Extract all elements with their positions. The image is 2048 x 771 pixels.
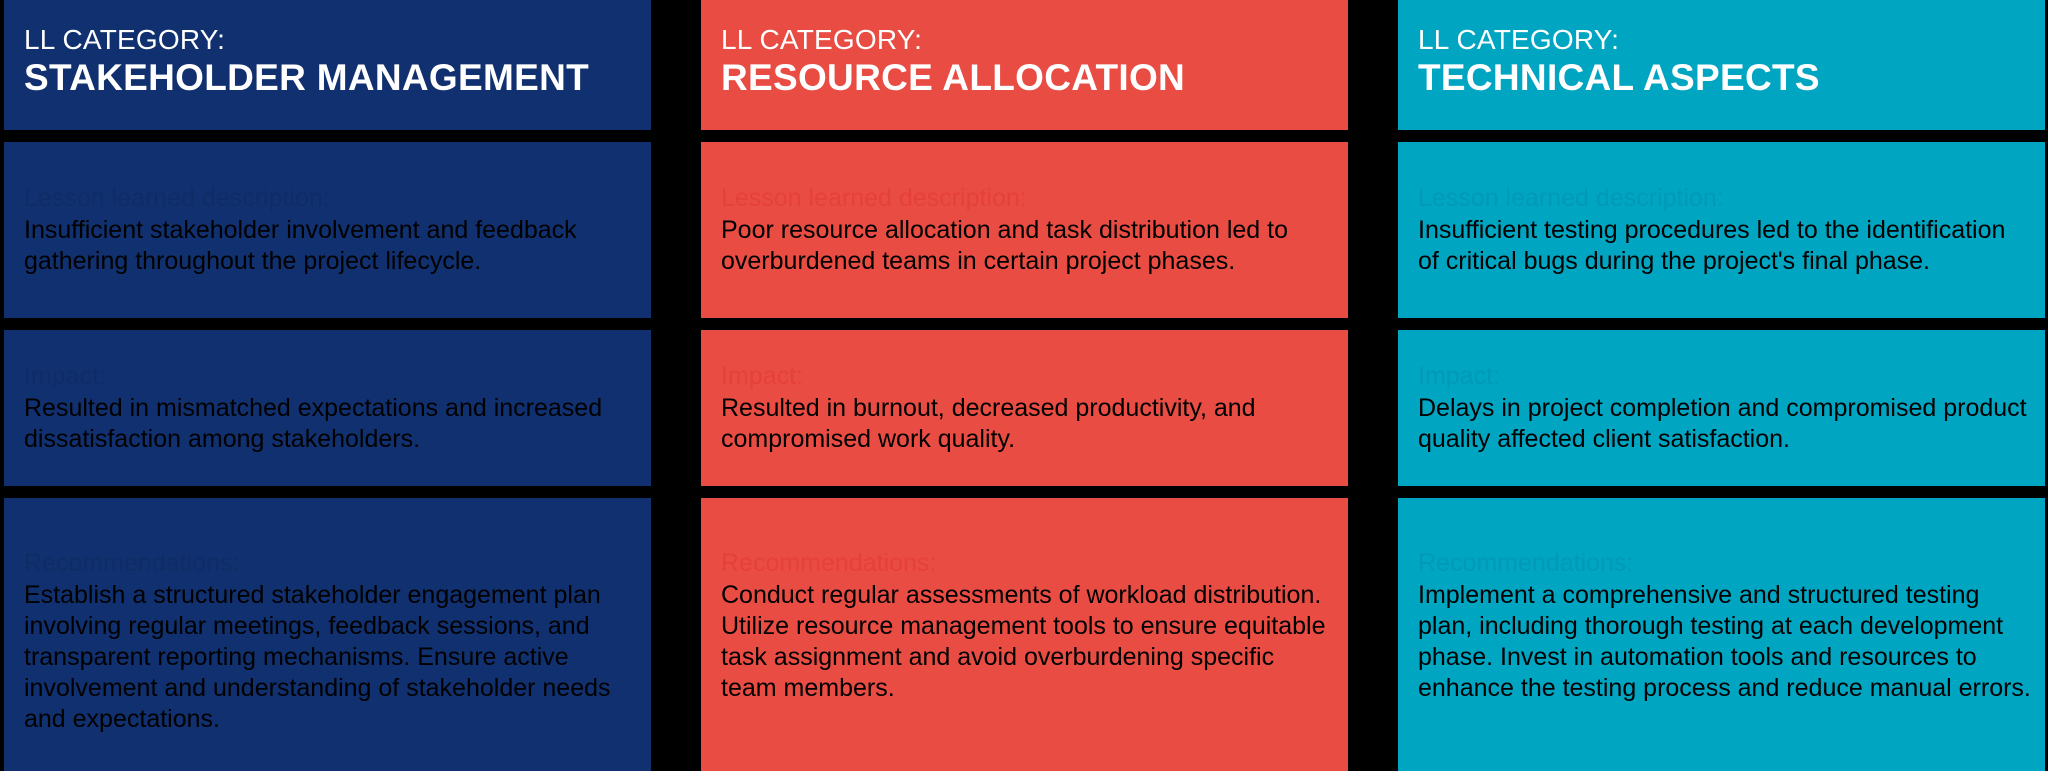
section-label: Lesson learned description: — [721, 184, 1027, 212]
category-column-stakeholder-management — [4, 0, 651, 771]
section-label: Lesson learned description: — [24, 184, 330, 212]
lesson-description-cell — [4, 142, 651, 318]
impact-cell — [701, 330, 1348, 486]
category-kicker: LL CATEGORY: — [1418, 24, 1620, 55]
section-label: Impact: — [24, 362, 106, 390]
section-text: Poor resource allocation and task distribution led to overburdened teams in certain project phases. — [721, 216, 1288, 275]
section-label: Recommendations: — [1418, 549, 1634, 577]
category-header — [701, 0, 1348, 130]
section-label: Recommendations: — [24, 549, 240, 577]
category-title: STAKEHOLDER MANAGEMENT — [24, 57, 590, 98]
lesson-description-cell — [1398, 142, 2045, 318]
section-text: Establish a structured stakeholder engagement plan involving regular meetings, feedback sessions, and transparent reporting mechanisms. Ensure active involvement and understanding of stakeholder needs and expectations. — [24, 581, 611, 733]
section-label: Impact: — [1418, 362, 1500, 390]
category-header — [1398, 0, 2045, 130]
section-text: Insufficient stakeholder involvement and feedback gathering throughout the project lifecycle. — [24, 216, 577, 275]
section-text: Implement a comprehensive and structured testing plan, including thorough testing at each development phase. Invest in automation tools and resources to enhance the testing process and reduce manual errors. — [1418, 581, 2031, 702]
section-label: Recommendations: — [721, 549, 937, 577]
section-text: Resulted in mismatched expectations and increased dissatisfaction among stakeholders. — [24, 394, 603, 453]
impact-cell — [4, 330, 651, 486]
section-label: Lesson learned description: — [1418, 184, 1724, 212]
category-kicker: LL CATEGORY: — [24, 24, 226, 55]
recommendations-cell — [701, 498, 1348, 771]
recommendations-cell — [1398, 498, 2045, 771]
recommendations-cell — [4, 498, 651, 771]
section-label: Impact: — [721, 362, 803, 390]
section-text: Resulted in burnout, decreased productivity, and compromised work quality. — [721, 394, 1256, 453]
category-kicker: LL CATEGORY: — [721, 24, 923, 55]
category-column-resource-allocation — [701, 0, 1348, 771]
impact-cell — [1398, 330, 2045, 486]
category-header — [4, 0, 651, 130]
category-column-technical-aspects — [1398, 0, 2045, 771]
category-title: TECHNICAL ASPECTS — [1418, 57, 1820, 98]
category-title: RESOURCE ALLOCATION — [721, 57, 1186, 98]
lesson-description-cell — [701, 142, 1348, 318]
section-text: Delays in project completion and compromised product quality affected client satisfaction. — [1418, 394, 2027, 453]
section-text: Conduct regular assessments of workload distribution. Utilize resource management tools to ensure equitable task assignment and avoid overburdening specific team members. — [721, 581, 1326, 702]
section-text: Insufficient testing procedures led to the identification of critical bugs during the project's final phase. — [1418, 216, 2006, 275]
